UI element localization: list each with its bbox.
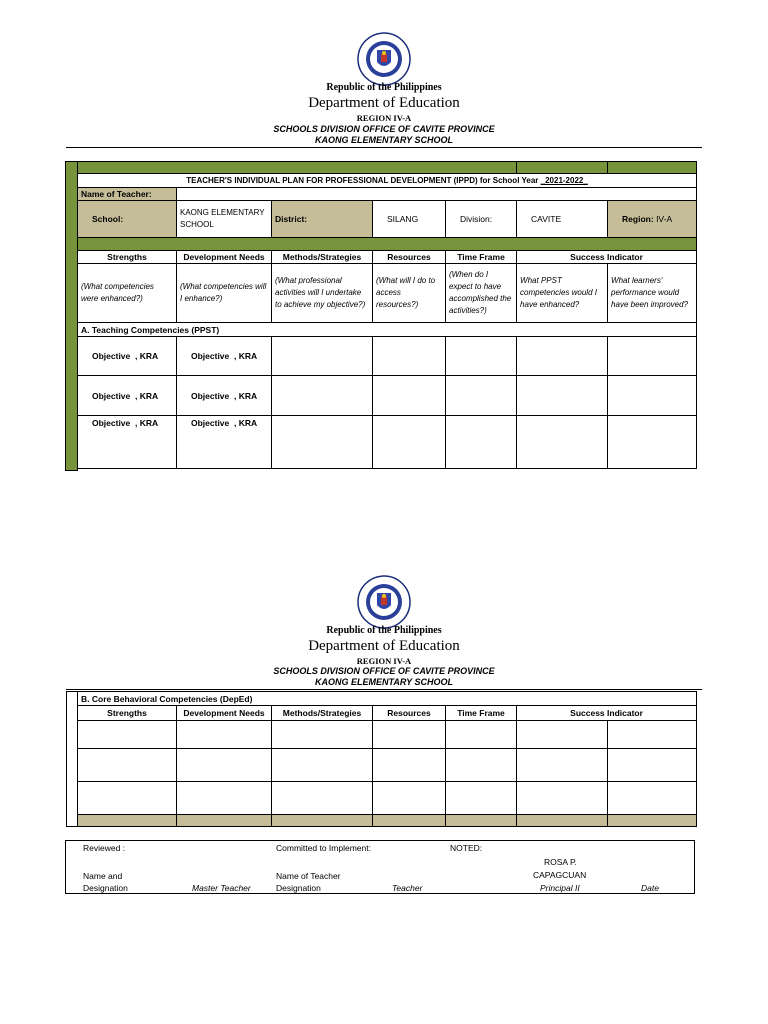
table-cell[interactable]	[446, 721, 517, 749]
table-cell[interactable]	[373, 337, 446, 376]
table-cell[interactable]	[608, 416, 697, 469]
tan-band-cell	[177, 815, 272, 827]
prompt-success-learners: What learners' performance would have been improved?	[608, 264, 697, 323]
table-cell[interactable]	[517, 416, 608, 469]
header-rule	[66, 147, 702, 148]
table-cell[interactable]	[373, 721, 446, 749]
table-cell[interactable]	[272, 416, 373, 469]
tan-band-cell	[446, 815, 517, 827]
tan-band-cell	[517, 815, 608, 827]
name-and-label: Name and	[83, 871, 123, 881]
tan-band-cell	[272, 815, 373, 827]
section-b-label: B. Core Behavioral Competencies (DepEd)	[78, 692, 697, 706]
table-cell[interactable]	[272, 782, 373, 815]
objective-cell[interactable]: Objective , KRA	[177, 337, 272, 376]
table-cell[interactable]	[517, 749, 608, 782]
table-cell[interactable]	[177, 782, 272, 815]
republic-heading: Republic of the Philippines	[326, 625, 442, 636]
department-heading: Department of Education	[308, 638, 460, 654]
tan-band-cell	[608, 815, 697, 827]
division-heading: SCHOOLS DIVISION OFFICE OF CAVITE PROVINCE	[273, 666, 495, 676]
table-cell[interactable]	[373, 416, 446, 469]
green-band-mid	[78, 238, 697, 251]
table-cell[interactable]	[78, 749, 177, 782]
date-label: Date	[641, 883, 659, 893]
table-cell[interactable]	[608, 721, 697, 749]
table-row	[78, 416, 697, 469]
ippd-table-b	[66, 691, 697, 827]
col-resources: Resources	[373, 251, 446, 264]
table-cell[interactable]	[517, 337, 608, 376]
table-cell[interactable]	[517, 721, 608, 749]
table-row	[67, 721, 697, 749]
department-heading: Department of Education	[308, 95, 460, 111]
table-cell[interactable]	[446, 782, 517, 815]
designation-label: Designation	[276, 883, 321, 893]
designation-label: Designation	[83, 883, 128, 893]
col-success-indicator: Success Indicator	[517, 251, 697, 264]
col-methods: Methods/Strategies	[272, 251, 373, 264]
region-label: Region:	[622, 214, 654, 224]
green-band-cell	[517, 162, 608, 174]
table-cell[interactable]	[446, 749, 517, 782]
principal-name-line1: ROSA P.	[544, 857, 577, 867]
left-margin-cell	[67, 692, 78, 827]
table-row	[67, 782, 697, 815]
name-of-teacher-field[interactable]	[177, 188, 697, 201]
col-time-frame: Time Frame	[446, 251, 517, 264]
name-of-teacher-label: Name of Teacher:	[78, 188, 177, 201]
table-cell[interactable]	[608, 337, 697, 376]
prompt-strengths: (What competencies were enhanced?)	[78, 264, 177, 323]
col-time-frame: Time Frame	[446, 706, 517, 721]
col-strengths: Strengths	[78, 706, 177, 721]
col-success-indicator: Success Indicator	[517, 706, 697, 721]
teacher-label: Teacher	[392, 883, 423, 893]
district-value: SILANG	[373, 201, 446, 238]
prompt-methods: (What professional activities will I undertake to achieve my objective?)	[272, 264, 373, 323]
table-cell[interactable]	[608, 782, 697, 815]
division-label: Division:	[446, 201, 517, 238]
table-cell[interactable]	[608, 376, 697, 416]
col-strengths: Strengths	[78, 251, 177, 264]
table-cell[interactable]	[177, 749, 272, 782]
school-label: School:	[78, 201, 177, 238]
deped-seal-logo	[357, 32, 411, 86]
prompt-resources: (What will I do to access resources?)	[373, 264, 446, 323]
table-cell[interactable]	[446, 416, 517, 469]
table-cell[interactable]	[78, 721, 177, 749]
col-resources: Resources	[373, 706, 446, 721]
table-cell[interactable]	[272, 376, 373, 416]
table-cell[interactable]	[517, 782, 608, 815]
district-label: District:	[272, 201, 373, 238]
noted-label: NOTED:	[450, 843, 483, 853]
republic-heading: Republic of the Philippines	[326, 82, 442, 93]
region-heading: REGION IV-A	[356, 656, 412, 666]
school-year-value: _2021-2022_	[540, 176, 588, 185]
col-methods: Methods/Strategies	[272, 706, 373, 721]
table-cell[interactable]	[78, 782, 177, 815]
table-row	[78, 337, 697, 376]
table-cell[interactable]	[608, 749, 697, 782]
table-cell[interactable]	[517, 376, 608, 416]
table-row	[67, 749, 697, 782]
objective-cell[interactable]: Objective , KRA	[78, 416, 177, 469]
col-development-needs: Development Needs	[177, 706, 272, 721]
school-heading: KAONG ELEMENTARY SCHOOL	[314, 677, 453, 687]
table-row	[78, 376, 697, 416]
col-development-needs: Development Needs	[177, 251, 272, 264]
master-teacher-label: Master Teacher	[192, 883, 251, 893]
prompt-success-ppst: What PPST competencies would I have enhanced?	[517, 264, 608, 323]
table-cell[interactable]	[272, 721, 373, 749]
table-cell[interactable]	[446, 376, 517, 416]
table-cell[interactable]	[272, 337, 373, 376]
region-cell	[608, 201, 697, 238]
signature-block	[65, 840, 695, 894]
form-title-text: TEACHER'S INDIVIDUAL PLAN FOR PROFESSIONAL DEVELOPMENT (IPPD) for School Year	[186, 176, 539, 185]
table-cell[interactable]	[272, 749, 373, 782]
school-value: KAONG ELEMENTARY SCHOOL	[177, 201, 272, 238]
deped-seal-logo	[357, 575, 411, 629]
table-cell[interactable]	[373, 782, 446, 815]
tan-band-cell	[373, 815, 446, 827]
principal-title-label: Principal II	[540, 883, 580, 893]
principal-name-line2: CAPAGCUAN	[533, 870, 587, 880]
division-heading: SCHOOLS DIVISION OFFICE OF CAVITE PROVINCE	[273, 124, 495, 134]
table-cell[interactable]	[446, 337, 517, 376]
reviewed-label: Reviewed :	[83, 843, 126, 853]
green-band-top	[78, 162, 517, 174]
school-heading: KAONG ELEMENTARY SCHOOL	[314, 135, 453, 145]
objective-cell[interactable]: Objective , KRA	[177, 376, 272, 416]
objective-cell[interactable]: Objective , KRA	[78, 376, 177, 416]
table-cell[interactable]	[177, 721, 272, 749]
region-value: IV-A	[656, 214, 673, 224]
committed-label: Committed to Implement:	[276, 843, 371, 853]
header-rule	[66, 689, 702, 690]
region-heading: REGION IV-A	[356, 113, 412, 123]
ippd-table-a	[77, 161, 697, 469]
objective-cell[interactable]: Objective , KRA	[78, 337, 177, 376]
objective-cell[interactable]: Objective , KRA	[177, 416, 272, 469]
tan-band-cell	[78, 815, 177, 827]
table-cell[interactable]	[373, 376, 446, 416]
prompt-time-frame: (When do I expect to have accomplished the activities?)	[446, 264, 517, 323]
section-a-label: A. Teaching Competencies (PPST)	[78, 323, 697, 337]
prompt-dev-needs: (What competencies will I enhance?)	[177, 264, 272, 323]
green-band-cell	[608, 162, 697, 174]
form-title	[78, 174, 697, 188]
division-value: CAVITE	[517, 201, 608, 238]
name-of-teacher-sig-label: Name of Teacher	[276, 871, 341, 881]
table-cell[interactable]	[373, 749, 446, 782]
